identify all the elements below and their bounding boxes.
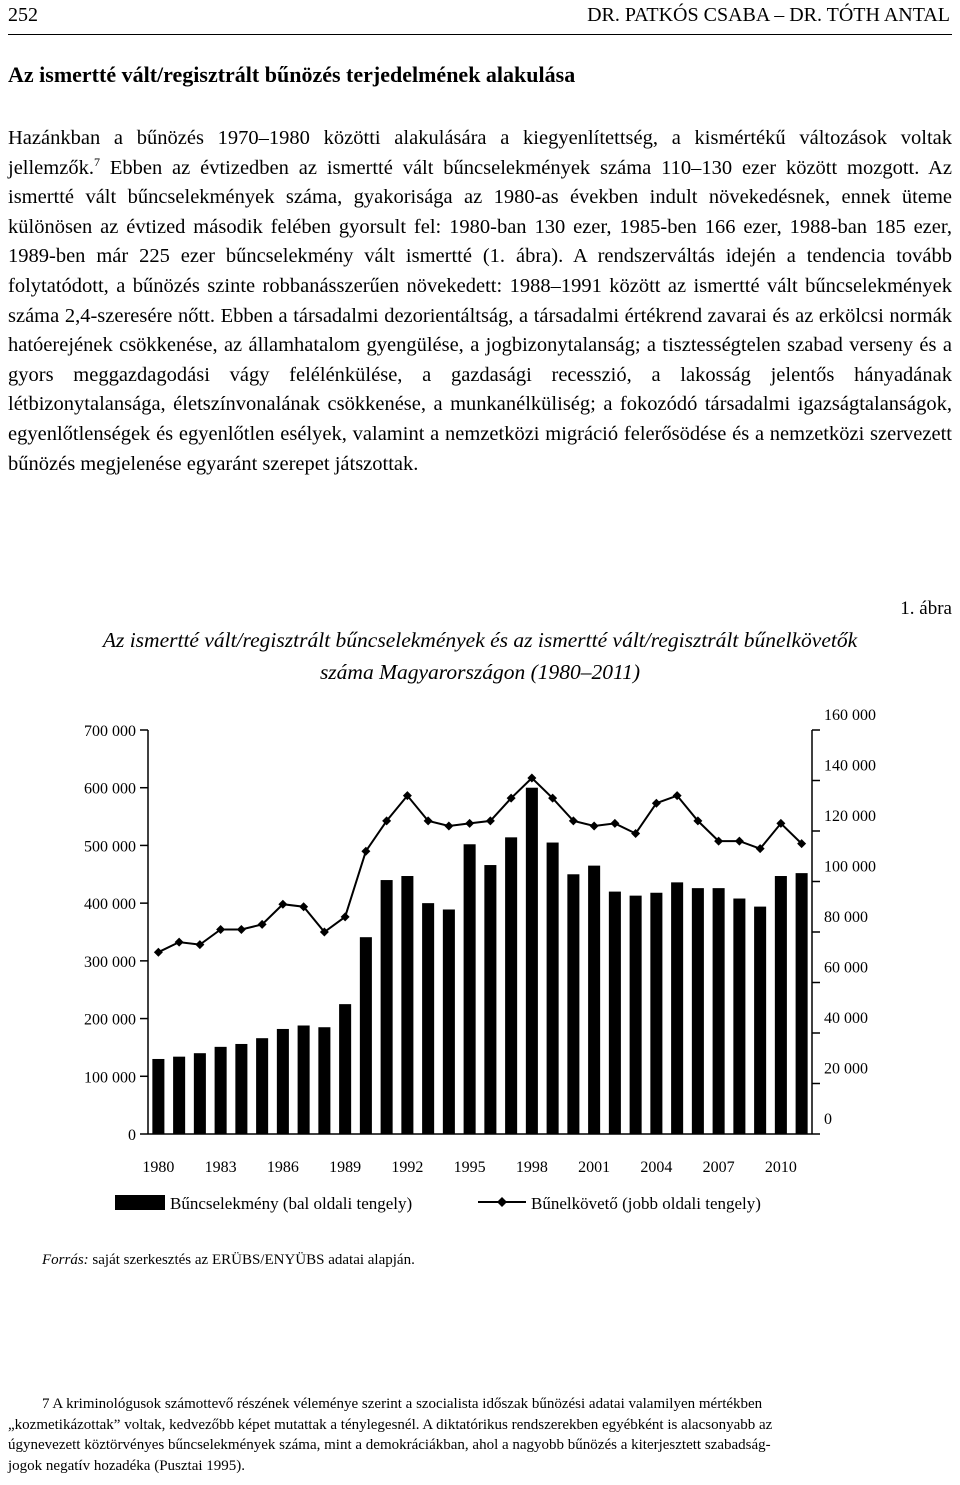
legend-line-label: Bűnelkövető (jobb oldali tengely) (531, 1194, 761, 1213)
bar (671, 882, 683, 1134)
right-axis-tick-label: 120 000 (824, 808, 876, 825)
bar (567, 874, 579, 1134)
bar (526, 788, 538, 1134)
bar (630, 896, 642, 1134)
bar (588, 866, 600, 1134)
bar (194, 1053, 206, 1134)
right-axis-tick-label: 160 000 (824, 707, 876, 724)
figure-label: 1. ábra (900, 598, 952, 619)
body-paragraph (8, 124, 952, 479)
bar (152, 1059, 164, 1134)
bar (609, 892, 621, 1134)
x-axis-tick-label: 1986 (266, 1159, 299, 1176)
figure-title-line-1: Az ismertté vált/regisztrált bűncselekmények és az ismertté vált/regisztrált bűnelkövetők (102, 628, 858, 652)
x-axis-tick-label: 2010 (764, 1159, 797, 1176)
bar (298, 1025, 310, 1134)
paragraph-part-2: Ebben az évtizedben az ismertté vált bűncselekmények száma 110–130 ezer között mozgott. Az ismertté vált bűncselekmények száma, gyakorisága az 1980-as években indult növekedésnek, ennek üteme különösen az évtized második felében gyorsult fel: 1980-ban 130 ezer, 1985-ben 166 ezer, 1988-ban 185 ezer, 1989-ben már 225 ezer bűncselekmény vált ismertté (1. ábra). A rendszerváltás idején a tendencia tovább folytatódott, a bűnözés szinte robbanásszerűen növekedett: 1988–1991 között az ismertté vált bűncselekmények száma 2,4-szeresére nőtt. Ebben a társadalmi dezorientáltság, a társadalmi értékrend zavarai és az erkölcsi normák hatóerejének csökkenése, az államhatalom gyengülése, a jogbizonytalanság; a tisztességtelen szabad verseny és a gyors meggazdagodási vágy felélénkülése, a gazdasági recesszió, a lakosság jelentős hányadának létbizonytalansága, életszínvonalának csökkenése, a munkanélküliség; a fokozódó társadalmi igazságtalanságok, egyenlőtlenségek és egyenlőtlen esélyek, valamint a nemzetközi migráció felerősödése és a nemzetközi szervezett bűnözés megjelenése egyaránt szerepet játszottak. (8, 156, 952, 475)
footnote (8, 1394, 952, 1476)
page-number: 252 (8, 4, 38, 26)
bar (401, 876, 413, 1134)
x-axis-tick-label: 2007 (702, 1159, 735, 1176)
bar (277, 1029, 289, 1134)
bar (422, 903, 434, 1134)
bar (796, 873, 808, 1134)
right-axis-tick-label: 140 000 (824, 757, 876, 775)
left-axis-tick-label: 300 000 (84, 953, 136, 971)
bar (713, 888, 725, 1134)
left-axis-tick-label: 700 000 (84, 723, 136, 740)
figure-title-line-2: száma Magyarországon (1980–2011) (319, 660, 641, 684)
right-axis-tick-label: 40 000 (824, 1010, 868, 1027)
bar (733, 899, 745, 1134)
figure-source (42, 1252, 415, 1269)
x-axis-tick-label: 1992 (391, 1159, 424, 1176)
bar (360, 937, 372, 1134)
left-axis-tick-label: 100 000 (84, 1069, 136, 1087)
x-axis-tick-label: 2001 (578, 1159, 611, 1176)
right-axis-tick-label: 100 000 (824, 858, 876, 876)
footnote-line-2: „kozmetikázottak” voltak, kedvezőbb képet mutattak a ténylegesnél. A diktatórikus rendszerekben egyébként is alacsonyabb az (8, 1416, 773, 1433)
footnote-line-1: 7 A kriminológusok számottevő részének véleménye szerint a szocialista időszak bűnözési adatai valamilyen mértékben (42, 1396, 763, 1412)
x-axis-tick-label: 1995 (453, 1159, 486, 1176)
bar (775, 876, 787, 1134)
bar (256, 1038, 268, 1134)
line-marker (175, 938, 184, 947)
left-axis-tick-label: 400 000 (84, 896, 136, 914)
running-head-authors: DR. PATKÓS CSABA – DR. TÓTH ANTAL (587, 4, 950, 26)
bar (754, 907, 766, 1134)
paragraph-part-1: Hazánkban a bűnözés 1970–1980 közötti alakulására a kiegyenlítettség, a kismértékű változások voltak jellemzők. (8, 127, 952, 179)
bar (318, 1027, 330, 1134)
x-axis-tick-label: 1983 (204, 1159, 237, 1176)
source-text: saját szerkesztés az ERÜBS/ENYÜBS adatai alapján. (88, 1252, 415, 1268)
bar (173, 1057, 185, 1134)
x-axis-tick-label: 1980 (142, 1159, 175, 1176)
bar (235, 1044, 247, 1134)
source-label: Forrás: (42, 1252, 89, 1268)
bar (443, 909, 455, 1134)
page-header (8, 0, 952, 35)
figure-title (0, 624, 960, 688)
footnote-ref[interactable]: 7 (93, 154, 100, 169)
bar (650, 893, 662, 1134)
left-axis-tick-label: 500 000 (84, 838, 136, 856)
line-marker (444, 821, 453, 830)
section-title: Az ismertté vált/regisztrált bűnözés terjedelmének alakulása (8, 62, 576, 87)
line-marker (610, 819, 619, 828)
bar (381, 880, 393, 1134)
bar (692, 888, 704, 1134)
left-axis-tick-label: 0 (128, 1127, 136, 1144)
x-axis-tick-label: 2004 (640, 1159, 673, 1176)
line-marker (735, 837, 744, 846)
right-axis-tick-label: 80 000 (824, 909, 868, 926)
bar (464, 844, 476, 1134)
bar (215, 1047, 227, 1134)
bar (339, 1004, 351, 1134)
right-axis-tick-label: 20 000 (824, 1060, 868, 1078)
left-axis-tick-label: 200 000 (84, 1011, 136, 1029)
bar (505, 837, 517, 1134)
legend-bar-label: Bűncselekmény (bal oldali tengely) (170, 1194, 413, 1213)
x-axis-tick-label: 1989 (329, 1159, 362, 1176)
offenders-line (158, 778, 801, 952)
footnote-line-4: jogok negatív hozadéka (Pusztai 1995). (8, 1457, 246, 1474)
right-axis-tick-label: 0 (824, 1111, 832, 1128)
line-marker (465, 819, 474, 828)
combo-chart (0, 700, 960, 1230)
bar (484, 865, 496, 1134)
x-axis-tick-label: 1998 (515, 1159, 548, 1176)
left-axis-tick-label: 600 000 (84, 780, 136, 798)
bar (547, 843, 559, 1134)
legend-line-marker (497, 1197, 507, 1207)
legend-bar-swatch (115, 1195, 165, 1210)
line-marker (237, 925, 246, 934)
right-axis-tick-label: 60 000 (824, 959, 868, 977)
line-marker (590, 821, 599, 830)
footnote-line-3: úgynevezett köztörvényes bűncselekmények száma, mint a demokráciákban, ahol a nagyobb bűnözés a kiterjesztett szabadság- (8, 1437, 771, 1453)
line-marker (154, 948, 163, 957)
